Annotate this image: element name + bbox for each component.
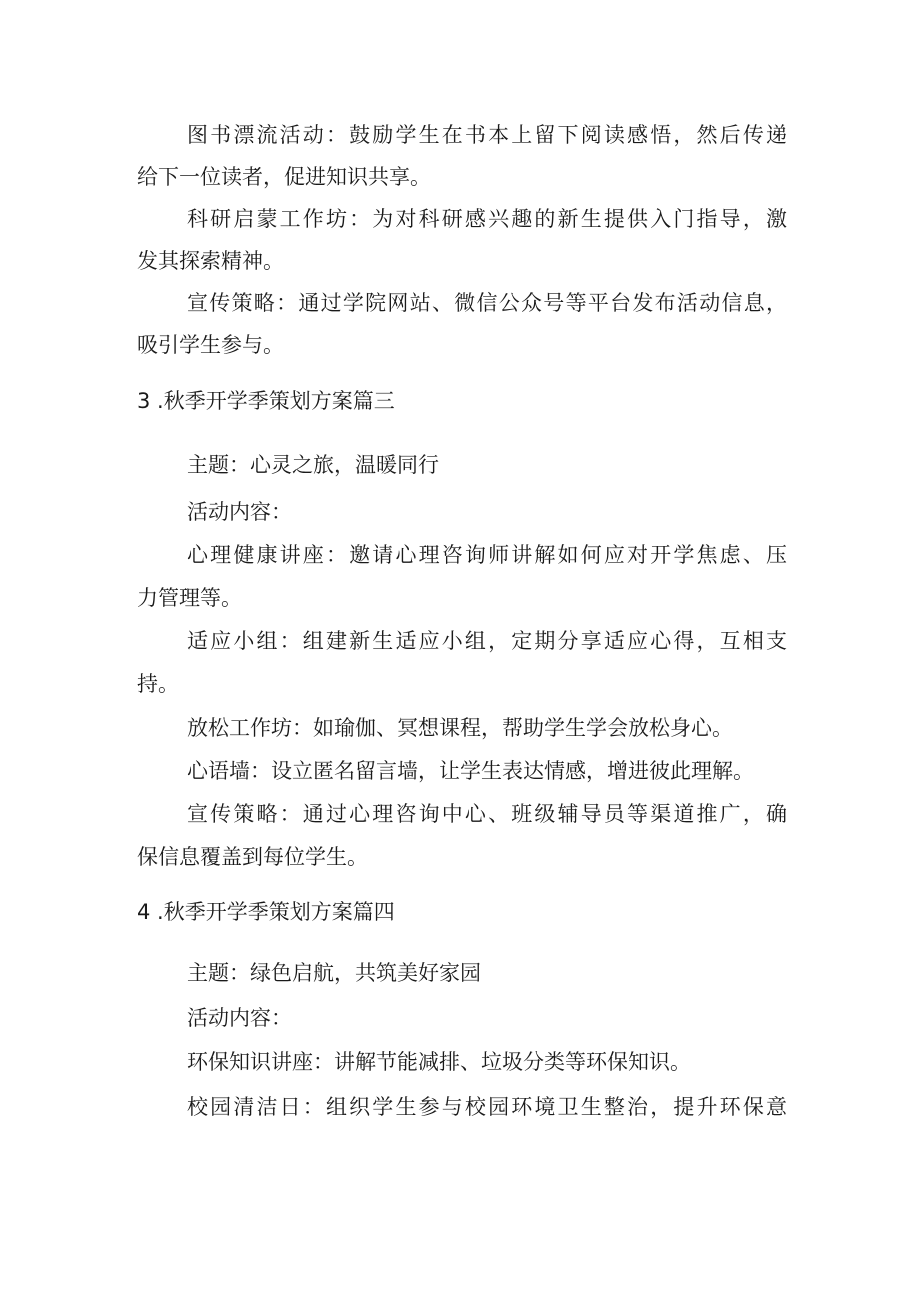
paragraph-book-drifting-line-2: 给下一位读者，促进知识共享。	[137, 165, 431, 189]
theme-line-4: 主题：绿色启航，共筑美好家园	[187, 961, 481, 985]
paragraph-research-workshop-line-1: 科研启蒙工作坊：为对科研感兴趣的新生提供入门指导，激	[187, 207, 787, 231]
paragraph-promotion-3-line-2: 保信息覆盖到每位学生。	[137, 845, 368, 869]
paragraph-promotion-3-line-1: 宣传策略：通过心理咨询中心、班级辅导员等渠道推广，确	[187, 802, 787, 826]
paragraph-promotion-line-2: 吸引学生参与。	[137, 333, 284, 357]
paragraph-adaptation-group-line-2: 持。	[137, 672, 179, 696]
paragraph-promotion-line-1: 宣传策略：通过学院网站、微信公众号等平台发布活动信息，	[187, 291, 787, 315]
paragraph-environment-lecture: 环保知识讲座：讲解节能减排、垃圾分类等环保知识。	[187, 1050, 691, 1074]
section-heading-4: 4 .秋季开学季策划方案篇四	[137, 900, 395, 924]
activity-content-label-4: 活动内容：	[187, 1006, 292, 1030]
section-heading-3: 3 .秋季开学季策划方案篇三	[137, 389, 395, 413]
paragraph-heart-wall: 心语墙：设立匿名留言墙，让学生表达情感，增进彼此理解。	[187, 759, 754, 783]
paragraph-book-drifting-line-1: 图书漂流活动：鼓励学生在书本上留下阅读感悟，然后传递	[187, 123, 787, 147]
paragraph-mental-health-line-1: 心理健康讲座：邀请心理咨询师讲解如何应对开学焦虑、压	[187, 543, 787, 567]
paragraph-relax-workshop: 放松工作坊：如瑜伽、冥想课程，帮助学生学会放松身心。	[187, 716, 733, 740]
paragraph-mental-health-line-2: 力管理等。	[137, 586, 242, 610]
paragraph-research-workshop-line-2: 发其探索精神。	[137, 249, 284, 273]
paragraph-campus-cleaning-line-1: 校园清洁日：组织学生参与校园环境卫生整治，提升环保意	[187, 1095, 787, 1119]
activity-content-label-3: 活动内容：	[187, 500, 292, 524]
theme-line-3: 主题：心灵之旅，温暖同行	[187, 453, 439, 477]
paragraph-adaptation-group-line-1: 适应小组：组建新生适应小组，定期分享适应心得，互相支	[187, 629, 787, 653]
